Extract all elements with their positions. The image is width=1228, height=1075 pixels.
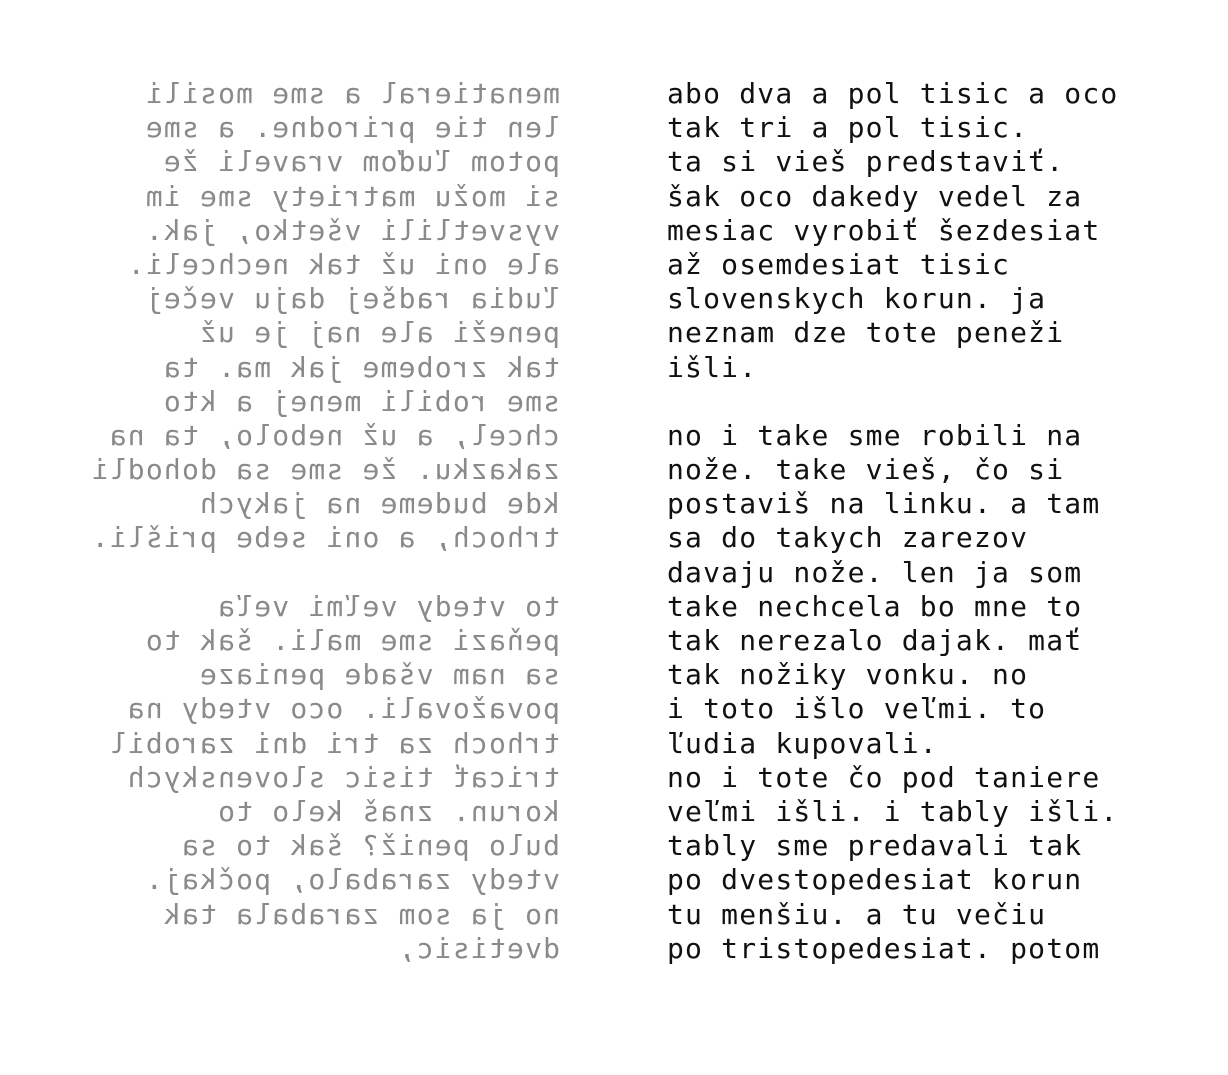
mirrored-line: dvetisic, [397,931,560,965]
text-line: tak nožiky vonku. no [667,658,1029,692]
text-line: veľmi išli. i tably išli. [667,794,1119,828]
text-line: po tristopedesiat. potom [667,931,1101,965]
mirrored-line: vtedy zarabalo, počkaj. [144,863,560,897]
mirrored-line: si možu matriety sme im [144,179,560,213]
mirrored-line: peneži ale naj je už [198,316,560,350]
text-line: tak nerezalo dajak. mať [667,624,1083,657]
mirrored-line: sme robili menej a kto [162,384,560,418]
mirrored-line: vysvetlili všetko, jak. [144,213,560,247]
mirrored-line: trhoch za tri dni zarobil [108,726,560,760]
text-line: i toto išlo veľmi. to [667,692,1047,726]
mirrored-line: kde budeme na jakych [198,487,560,521]
paragraph-gap [667,385,1147,419]
mirrored-line: chcel, a už nebolo, ta na [108,418,560,452]
text-column [667,77,1147,966]
text-line: davaju nože. len ja som [667,555,1083,589]
text-line: sa do takych zarezov [667,521,1029,555]
mirrored-line: bulo peniž? šak to sa [180,829,560,863]
mirrored-text-block [80,77,560,966]
mirrored-line: menatieral a sme mosili [144,77,560,110]
text-line: abo dva a pol tisic a oco [667,77,1119,110]
text-line: išli. [667,350,758,384]
text-line: tu menšiu. a tu večiu [667,897,1047,931]
text-line: tak tri a pol tisic. [667,111,1029,145]
text-line: ľudia kupovali. [667,726,938,760]
mirrored-line: trhoch, a oni sebe prišli. [90,521,560,555]
text-line: ta si vieš predstaviť. [667,145,1065,179]
text-line: mesiac vyrobiť šezdesiat [667,213,1101,247]
mirrored-line: zakazku. že sme sa dohodli [90,453,560,487]
mirrored-line: len tie prirodne. a sme [144,111,560,145]
text-line: slovenskych korun. ja [667,282,1047,316]
mirrored-line: ľudia radšej daju večej [144,282,560,316]
mirrored-line: tak zrobeme jak ma. ta [162,350,560,384]
mirrored-line: peňazi sme mali. šak to [144,624,560,657]
mirrored-line: korun. znaš kelo to [216,794,560,828]
text-line: take nechcela bo mne to [667,589,1083,623]
text-line: no i tote čo pod taniere [667,760,1101,794]
text-line: no i take sme robili na [667,418,1083,452]
mirrored-line: no ja som zarabala tak [162,897,560,931]
mirrored-line: potom ľuďom vraveli že [162,145,560,179]
mirrored-line: tricať tisic slovenskych [126,760,560,794]
mirrored-line: považovali. oco vtedy na [126,692,560,726]
paragraph-gap [80,556,560,590]
text-line: tably sme predavali tak [667,829,1083,863]
text-line: šak oco dakedy vedel za [667,179,1083,213]
text-line: neznam dze tote peneži [667,316,1065,350]
text-line: po dvestopedesiat korun [667,863,1083,897]
text-line: postaviš na linku. a tam [667,487,1101,521]
mirrored-line: sa nam všade peniaze [198,658,560,692]
mirrored-line: ale oni už tak nechceli. [126,247,560,281]
text-line: nože. take vieš, čo si [667,453,1065,487]
text-line: až osemdesiat tisic [667,247,1011,281]
mirrored-line: to vtedy veľmi veľa [216,589,560,623]
mirrored-text-column [80,77,560,966]
